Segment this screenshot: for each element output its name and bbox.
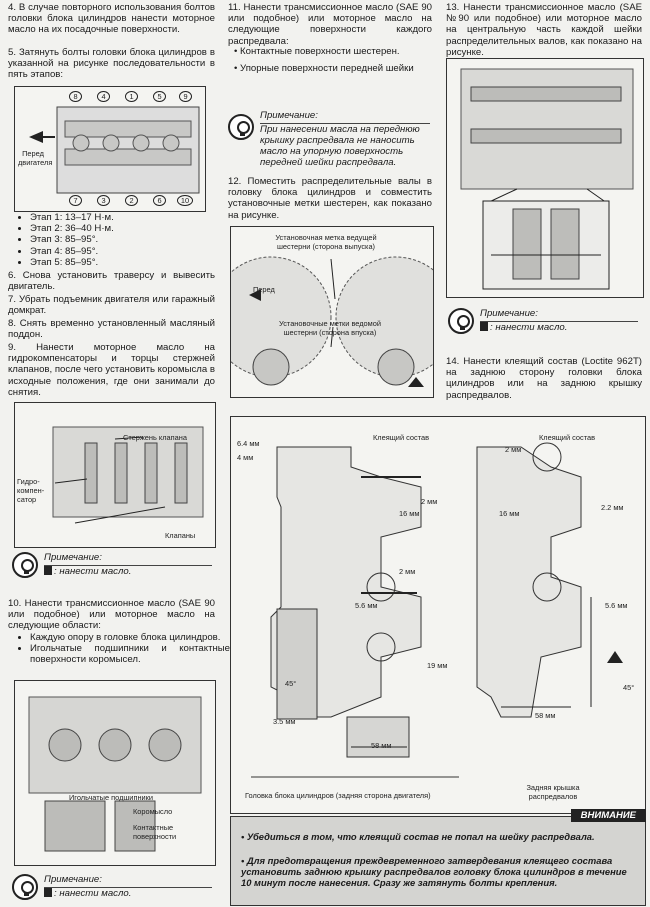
bolt-number: 10 (177, 195, 193, 206)
bolt-number: 2 (125, 195, 138, 206)
lightbulb-icon (448, 308, 474, 334)
step-8: 8. Снять временно установленный масляный поддон. (8, 318, 215, 341)
step-11-list (228, 46, 434, 74)
dim-2-mid: 2 мм (399, 567, 416, 576)
contact-surface-label: Контактные поверхности (133, 823, 177, 841)
dim-2-right: 2 мм (505, 445, 522, 454)
step-10: 10. Нанести трансмиссионное масло (SAE 90 или подобное) или моторное масло на следующие области: (8, 598, 215, 632)
bolt-number: 9 (179, 91, 192, 102)
valve-drawing (15, 403, 215, 547)
stage-item: • Этап 4: 85–95°. (30, 246, 220, 257)
oil-can-icon (480, 322, 488, 331)
dim-58-left: 58 мм (371, 741, 392, 750)
bolt-number: 4 (97, 91, 110, 102)
bolt-number: 6 (153, 195, 166, 206)
list-item: • Контактные поверхности шестерен. (234, 46, 400, 57)
note-title: Примечание: (44, 552, 102, 563)
sealant-right-label: Клеящий состав (539, 433, 596, 442)
column-1 (8, 0, 230, 907)
stage-item: • Этап 3: 85–95°. (30, 234, 220, 245)
front-label: Перед (253, 285, 275, 294)
sealant-drawing (231, 417, 645, 813)
dim-3-5: 3.5 мм (273, 717, 296, 726)
drive-gear-mark-label: Установочная метка ведущей шестерни (сторона выпуска) (275, 233, 377, 251)
dim-2-2: 2.2 мм (601, 503, 624, 512)
dim-16-left: 16 мм (399, 509, 420, 518)
dim-58-right: 58 мм (535, 711, 556, 720)
gear-drawing (231, 227, 433, 397)
note-oil-3 (448, 308, 638, 336)
bolt-number: 7 (69, 195, 82, 206)
note-oil-2 (12, 874, 212, 902)
step-14: 14. Нанести клеящий состав (Loctite 962T) на заднюю сторону головки блока цилиндров или на заднюю крышку распредвалов. (446, 356, 642, 401)
note-text: : нанести масло. (44, 887, 212, 899)
list-item: • Игольчатые подшипники и контактные поверхности коромысел. (30, 643, 230, 665)
oil-can-icon (44, 888, 52, 897)
warning-box (230, 810, 646, 906)
step-5: 5. Затянуть болты головки блока цилиндров в указанной на рисунке последовательности в пять этапов: (8, 47, 215, 81)
oil-can-icon (44, 566, 52, 575)
lash-adjuster-figure (14, 402, 216, 548)
note-title: Примечание: (480, 308, 538, 319)
sealant-left-label: Клеящий состав (373, 433, 430, 442)
sealant-diagram (230, 416, 646, 814)
driven-gear-mark-label: Установочные метки ведомой шестерни (сторона впуска) (279, 319, 381, 337)
step-13: 13. Нанести трансмиссионное масло (SAE №90 или подобное) или моторное масло на центральную часть каждой шейки распределительных валов, как показано на рисунке. (446, 2, 642, 58)
valve-stem-label: Стержень клапана (123, 433, 187, 442)
dim-5-6-left: 5.6 мм (355, 601, 378, 610)
rocker-figure (14, 680, 216, 866)
step-4: 4. В случае повторного использования болтов головки блока цилиндров нанести моторное масло на их посадочные поверхности. (8, 2, 215, 36)
note-text: : нанести масло. (480, 321, 638, 333)
note-camshaft (228, 110, 434, 170)
step-9: 9. Нанести моторное масло на гидрокомпенсаторы и торцы стержней клапанов, после чего установить коромысла в исходные положения, где они занимали до снятия. (8, 342, 215, 398)
list-item: • Упорные поверхности передней шейки (234, 63, 414, 75)
bolt-number: 3 (97, 195, 110, 206)
step-6: 6. Снова установить траверсу и вывесить двигатель. (8, 270, 215, 293)
dim-45-right: 45° (623, 683, 635, 692)
lash-adjuster-label: Гидро- компен- сатор (17, 477, 45, 504)
needle-bearing-label: Игольчатые подшипники (69, 793, 154, 802)
journal-oil-figure (446, 58, 644, 298)
step-7: 7. Убрать подъемник двигателя или гаражный домкрат. (8, 294, 215, 317)
engine-front-label: Перед двигателя (18, 149, 53, 167)
bolt-number: 5 (153, 91, 166, 102)
valves-label: Клапаны (165, 531, 196, 540)
list-item: • Каждую опору в головке блока цилиндров. (30, 632, 230, 643)
warning-title: ВНИМАНИЕ (571, 809, 646, 822)
caption-rear-cover: Задняя крышка распредвалов (526, 783, 580, 801)
lightbulb-icon (228, 114, 254, 140)
dim-16-right: 16 мм (499, 509, 520, 518)
torque-stages (8, 212, 220, 268)
dim-19: 19 мм (427, 661, 448, 670)
step-12: 12. Поместить распределительные валы в головку блока цилиндров и совместить установочные метки шестерен, как показано на рисунке. (228, 176, 432, 221)
dim-2-left: 2 мм (421, 497, 438, 506)
step-10-list (8, 632, 230, 666)
dim-5-6-right: 5.6 мм (605, 601, 628, 610)
dim-45-left: 45° (285, 679, 297, 688)
caption-cylinder-head: Головка блока цилиндров (задняя сторона двигателя) (245, 791, 431, 800)
note-title: Примечание: (260, 110, 318, 121)
note-text: При нанесении масла на переднюю крышку распредвала не наносить масло на упорную поверхность передней шейки распредвала. (260, 123, 430, 168)
bolt-sequence-figure (14, 86, 206, 212)
dim-6-4: 6.4 мм (237, 439, 260, 448)
step-11: 11. Нанести трансмиссионное масло (SAE 90 или подобное) или моторное масло на следующие поверхности каждого распредвала: (228, 2, 432, 47)
stage-item: • Этап 2: 36–40 Н·м. (30, 223, 220, 234)
note-title: Примечание: (44, 874, 102, 885)
rocker-label: Коромысло (133, 807, 173, 816)
warning-item: • Убедиться в том, что клеящий состав не попал на шейку распредвала. (241, 831, 595, 842)
warning-item: • Для предотвращения преждевременного затвердевания клеящего состава установить заднюю крышку распредвалов головку блока цилиндров в течение 10 минут после нанесения. Сразу же затянуть болты крепления. (241, 855, 627, 888)
lightbulb-icon (12, 552, 38, 578)
note-oil-1 (12, 552, 212, 580)
stage-item: • Этап 1: 13–17 Н·м. (30, 212, 220, 223)
camshaft-journal-drawing (447, 59, 643, 297)
dim-4: 4 мм (237, 453, 254, 462)
stage-item: • Этап 5: 85–95°. (30, 257, 220, 268)
note-text: : нанести масло. (44, 565, 212, 577)
bolt-number: 8 (69, 91, 82, 102)
lightbulb-icon (12, 874, 38, 900)
timing-marks-figure (230, 226, 434, 398)
bolt-number: 1 (125, 91, 138, 102)
